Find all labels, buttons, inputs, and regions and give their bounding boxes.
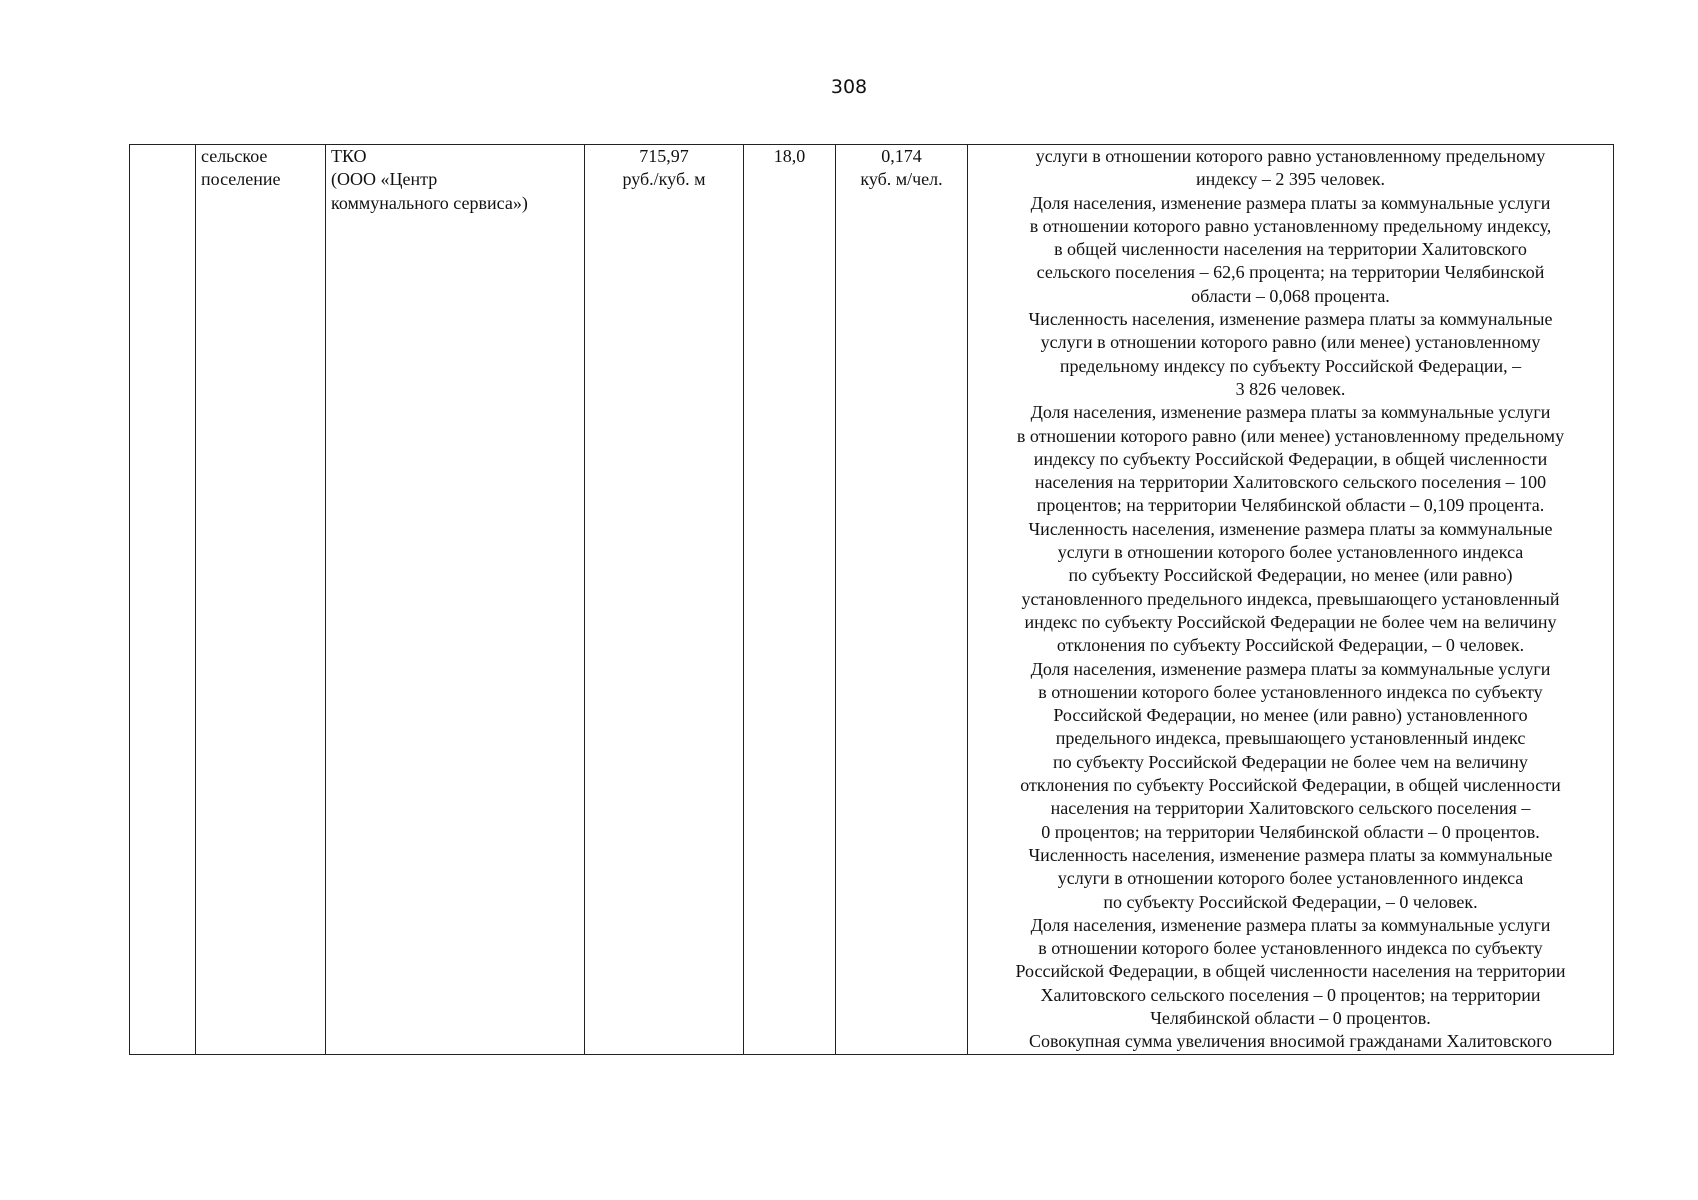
cell-line: отклонения по субъекту Российской Федерации, – 0 человек. xyxy=(1056,635,1525,656)
cell-line: Доля населения, изменение размера платы за коммунальные услуги xyxy=(1030,402,1551,423)
cell-line: в отношении которого более установленного индекса по субъекту xyxy=(1038,681,1543,702)
norm-cell xyxy=(836,145,968,1055)
cell-line: услуги в отношении которого более установленного индекса xyxy=(1057,542,1524,563)
cell-line: руб./куб. м xyxy=(622,169,706,190)
tariff-cell xyxy=(585,145,744,1055)
table-row xyxy=(130,145,1614,1055)
cell-line: населения на территории Халитовского сельского поселения – 100 xyxy=(1034,472,1547,493)
cell-line: по субъекту Российской Федерации, но менее (или равно) xyxy=(1068,565,1513,586)
tariff-table xyxy=(129,144,1614,1055)
cell-line: услуги в отношении которого равно (или менее) установленному xyxy=(1040,332,1541,353)
cell-line: поселение xyxy=(201,169,281,190)
cell-line: 715,97 xyxy=(639,146,689,166)
cell-line: области – 0,068 процента. xyxy=(1191,285,1390,306)
cell-line: в отношении которого более установленного индекса по субъекту xyxy=(1038,938,1543,959)
cell-line: Численность населения, изменение размера платы за коммунальные xyxy=(1028,844,1553,865)
cell-line: Совокупная сумма увеличения вносимой гражданами Халитовского xyxy=(1028,1031,1553,1052)
cell-line: сельское xyxy=(201,146,268,166)
cell-line: в отношении которого равно установленному предельному индексу, xyxy=(1029,215,1552,236)
cell-line: индексу – 2 395 человек. xyxy=(1195,169,1386,190)
cell-line: процентов; на территории Челябинской области – 0,109 процента. xyxy=(1036,495,1545,516)
cell-line: Доля населения, изменение размера платы за коммунальные услуги xyxy=(1030,192,1551,213)
cell-line: индексу по субъекту Российской Федерации, в общей численности xyxy=(1033,448,1548,469)
cell-line: Российской Федерации, в общей численности населения на территории xyxy=(1015,961,1566,982)
page-number: 308 xyxy=(830,76,868,98)
cell-line: Численность населения, изменение размера платы за коммунальные xyxy=(1028,309,1553,330)
cell-line: Российской Федерации, но менее (или равно) установленного xyxy=(1053,705,1528,726)
cell-line: 0 процентов; на территории Челябинской области – 0 процентов. xyxy=(1041,821,1540,842)
cell-line: (ООО «Центр xyxy=(331,169,438,190)
cell-line: отклонения по субъекту Российской Федерации, в общей численности xyxy=(1020,775,1561,796)
service-cell xyxy=(326,145,585,1055)
cell-line: Доля населения, изменение размера платы за коммунальные услуги xyxy=(1030,658,1551,679)
cell-line: 18,0 xyxy=(773,146,806,166)
cell-line: коммунального сервиса») xyxy=(331,192,528,213)
cell-line: услуги в отношении которого равно установленному предельному xyxy=(1035,146,1546,166)
description-cell xyxy=(968,145,1614,1055)
cell-line: по субъекту Российской Федерации не более чем на величину xyxy=(1053,751,1528,772)
cell-line: предельному индексу по субъекту Российской Федерации, – xyxy=(1059,355,1522,376)
cell-line: 3 826 человек. xyxy=(1235,378,1346,399)
cell-line: по субъекту Российской Федерации, – 0 человек. xyxy=(1103,891,1478,912)
cell-line: Численность населения, изменение размера платы за коммунальные xyxy=(1028,518,1553,539)
cell-line: установленного предельного индекса, превышающего установленный xyxy=(1021,588,1560,609)
cell-line: в общей численности населения на территории Халитовского xyxy=(1054,239,1527,260)
cell-line: 0,174 xyxy=(881,146,922,166)
cell-line: ТКО xyxy=(331,146,367,166)
cell-line: куб. м/чел. xyxy=(860,169,943,190)
cell-line: в отношении которого равно (или менее) установленному предельному xyxy=(1016,425,1565,446)
index-cell xyxy=(744,145,836,1055)
cell-line: услуги в отношении которого более установленного индекса xyxy=(1057,868,1524,889)
cell-line: Челябинской области – 0 процентов. xyxy=(1150,1007,1431,1028)
cell-line: предельного индекса, превышающего установленный индекс xyxy=(1055,728,1526,749)
cell-line: населения на территории Халитовского сельского поселения – xyxy=(1050,798,1531,819)
cell-line: индекс по субъекту Российской Федерации не более чем на величину xyxy=(1024,611,1557,632)
cell-line: сельского поселения – 62,6 процента; на территории Челябинской xyxy=(1036,262,1545,283)
cell-line: Доля населения, изменение размера платы за коммунальные услуги xyxy=(1030,914,1551,935)
cell-line: Халитовского сельского поселения – 0 процентов; на территории xyxy=(1040,984,1541,1005)
settlement-cell xyxy=(196,145,326,1055)
row-number-cell xyxy=(130,145,196,1055)
